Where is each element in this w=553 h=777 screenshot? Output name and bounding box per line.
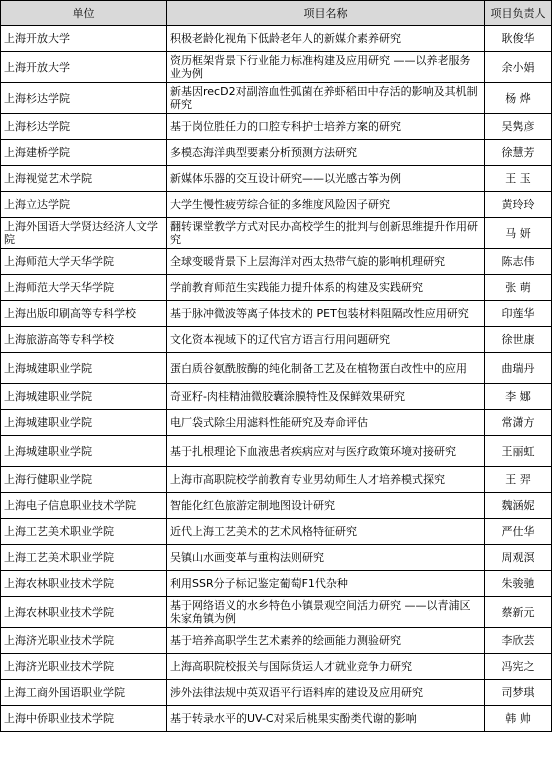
cell-project: 智能化红色旅游定制地图设计研究 <box>167 493 485 519</box>
cell-leader: 韩 帅 <box>485 706 552 732</box>
cell-unit: 上海工艺美术职业学院 <box>1 519 167 545</box>
table-row <box>1 680 552 706</box>
cell-leader: 余小娟 <box>485 52 552 83</box>
cell-unit: 上海工商外国语职业学院 <box>1 680 167 706</box>
cell-project: 学前教育师范生实践能力提升体系的构建及实践研究 <box>167 275 485 301</box>
cell-project: 蛋白质谷氨酰胺酶的纯化制备工艺及在植物蛋白改性中的应用 <box>167 353 485 384</box>
table-row <box>1 275 552 301</box>
cell-leader: 李 娜 <box>485 384 552 410</box>
table-row <box>1 493 552 519</box>
cell-unit: 上海师范大学天华学院 <box>1 275 167 301</box>
cell-project: 利用SSR分子标记鉴定葡萄F1代杂种 <box>167 571 485 597</box>
header-row <box>1 1 552 26</box>
table-row <box>1 26 552 52</box>
cell-project: 吴镇山水画变革与重构法则研究 <box>167 545 485 571</box>
cell-leader: 马 妍 <box>485 218 552 249</box>
cell-unit: 上海出版印刷高等专科学校 <box>1 301 167 327</box>
cell-leader: 严仕华 <box>485 519 552 545</box>
cell-project: 上海市高职院校学前教育专业男幼师生人才培养模式探究 <box>167 467 485 493</box>
table-header <box>1 1 552 26</box>
table-row <box>1 545 552 571</box>
header-leader: 项目负责人 <box>485 1 552 26</box>
cell-unit: 上海杉达学院 <box>1 83 167 114</box>
cell-project: 基于网络语义的水乡特色小镇景观空间活力研究 ——以青浦区朱家角镇为例 <box>167 597 485 628</box>
cell-unit: 上海视觉艺术学院 <box>1 166 167 192</box>
cell-unit: 上海开放大学 <box>1 52 167 83</box>
cell-unit: 上海城建职业学院 <box>1 384 167 410</box>
cell-unit: 上海开放大学 <box>1 26 167 52</box>
table-row <box>1 114 552 140</box>
cell-project: 新基因recD2对副溶血性弧菌在养虾稻田中存活的影响及其机制研究 <box>167 83 485 114</box>
cell-unit: 上海农林职业技术学院 <box>1 597 167 628</box>
cell-project: 基于扎根理论下血液患者疾病应对与医疗政策环境对接研究 <box>167 436 485 467</box>
cell-unit: 上海电子信息职业技术学院 <box>1 493 167 519</box>
table-row <box>1 597 552 628</box>
table-row <box>1 249 552 275</box>
cell-leader: 朱骏驰 <box>485 571 552 597</box>
table-row <box>1 327 552 353</box>
cell-leader: 杨 烨 <box>485 83 552 114</box>
cell-leader: 耿俊华 <box>485 26 552 52</box>
table-row <box>1 140 552 166</box>
cell-unit: 上海立达学院 <box>1 192 167 218</box>
cell-leader: 周观溟 <box>485 545 552 571</box>
table-row <box>1 384 552 410</box>
cell-project: 积极老龄化视角下低龄老年人的新媒介素养研究 <box>167 26 485 52</box>
table-row <box>1 628 552 654</box>
cell-project: 近代上海工艺美术的艺术风格特征研究 <box>167 519 485 545</box>
cell-leader: 李欣芸 <box>485 628 552 654</box>
cell-leader: 王丽虹 <box>485 436 552 467</box>
cell-project: 文化资本视域下的辽代官方语言行用问题研究 <box>167 327 485 353</box>
table-row <box>1 706 552 732</box>
cell-unit: 上海杉达学院 <box>1 114 167 140</box>
table-row <box>1 519 552 545</box>
cell-project: 基于转录水平的UV-C对采后桃果实酚类代谢的影响 <box>167 706 485 732</box>
cell-project: 翻转课堂教学方式对民办高校学生的批判与创新思维提升作用研究 <box>167 218 485 249</box>
table-row <box>1 571 552 597</box>
cell-leader: 王 羿 <box>485 467 552 493</box>
cell-project: 资历框架背景下行业能力标准构建及应用研究 ——以养老服务业为例 <box>167 52 485 83</box>
cell-leader: 曲瑞丹 <box>485 353 552 384</box>
cell-leader: 常潇方 <box>485 410 552 436</box>
table-row <box>1 192 552 218</box>
cell-leader: 陈志伟 <box>485 249 552 275</box>
table-row <box>1 52 552 83</box>
cell-unit: 上海城建职业学院 <box>1 353 167 384</box>
cell-unit: 上海济光职业技术学院 <box>1 654 167 680</box>
cell-leader: 徐世康 <box>485 327 552 353</box>
cell-leader: 魏涵妮 <box>485 493 552 519</box>
cell-unit: 上海外国语大学贤达经济人文学院 <box>1 218 167 249</box>
cell-unit: 上海济光职业技术学院 <box>1 628 167 654</box>
cell-unit: 上海农林职业技术学院 <box>1 571 167 597</box>
table-row <box>1 654 552 680</box>
cell-project: 多模态海洋典型要素分析预测方法研究 <box>167 140 485 166</box>
cell-project: 全球变暖背景下上层海洋对西太热带气旋的影响机理研究 <box>167 249 485 275</box>
cell-leader: 蔡新元 <box>485 597 552 628</box>
cell-leader: 冯宪之 <box>485 654 552 680</box>
header-project: 项目名称 <box>167 1 485 26</box>
table-row <box>1 218 552 249</box>
cell-unit: 上海师范大学天华学院 <box>1 249 167 275</box>
cell-project: 上海高职院校报关与国际货运人才就业竞争力研究 <box>167 654 485 680</box>
header-unit: 单位 <box>1 1 167 26</box>
cell-unit: 上海工艺美术职业学院 <box>1 545 167 571</box>
cell-leader: 张 萌 <box>485 275 552 301</box>
table-row <box>1 436 552 467</box>
cell-unit: 上海中侨职业技术学院 <box>1 706 167 732</box>
cell-unit: 上海城建职业学院 <box>1 410 167 436</box>
cell-unit: 上海旅游高等专科学校 <box>1 327 167 353</box>
table-row <box>1 301 552 327</box>
cell-project: 奇亚籽-肉桂精油微胶囊涂膜特性及保鲜效果研究 <box>167 384 485 410</box>
table-row <box>1 467 552 493</box>
cell-leader: 王 玉 <box>485 166 552 192</box>
table-row <box>1 166 552 192</box>
cell-project: 基于岗位胜任力的口腔专科护士培养方案的研究 <box>167 114 485 140</box>
table-body <box>1 26 552 732</box>
cell-unit: 上海行健职业学院 <box>1 467 167 493</box>
cell-unit: 上海建桥学院 <box>1 140 167 166</box>
cell-leader: 黄玲玲 <box>485 192 552 218</box>
cell-leader: 徐慧芳 <box>485 140 552 166</box>
cell-leader: 印莲华 <box>485 301 552 327</box>
cell-project: 电厂袋式除尘用滤料性能研究及寿命评估 <box>167 410 485 436</box>
cell-leader: 司梦琪 <box>485 680 552 706</box>
table-row <box>1 410 552 436</box>
table-row <box>1 83 552 114</box>
cell-project: 基于脉冲微波等离子体技术的 PET包装材料阻隔改性应用研究 <box>167 301 485 327</box>
table-row <box>1 353 552 384</box>
cell-unit: 上海城建职业学院 <box>1 436 167 467</box>
cell-leader: 吴隽彦 <box>485 114 552 140</box>
cell-project: 基于培养高职学生艺术素养的绘画能力测验研究 <box>167 628 485 654</box>
cell-project: 大学生慢性疲劳综合征的多维度风险因子研究 <box>167 192 485 218</box>
cell-project: 新媒体乐器的交互设计研究——以光感古筝为例 <box>167 166 485 192</box>
cell-project: 涉外法律法规中英双语平行语料库的建设及应用研究 <box>167 680 485 706</box>
